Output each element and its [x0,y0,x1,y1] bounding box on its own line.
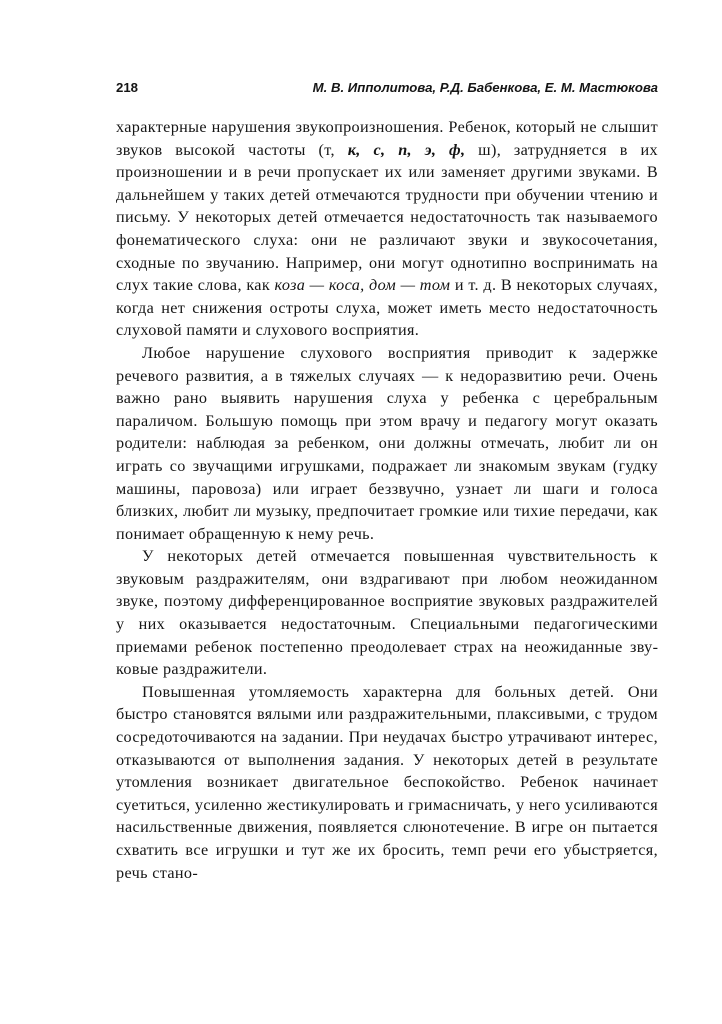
paragraph [116,681,658,884]
running-head: М. В. Ипполитова, Р.Д. Бабенкова, Е. М. Мастюкова [312,80,658,95]
emphasized-text: коза — коса, дом — том [274,276,451,295]
page-number: 218 [116,80,139,95]
emphasized-text: к, с, п, э, ф, [347,140,466,159]
body-text [116,116,658,884]
text-run: Повышенная утомляемость характерна для больных детей. Они быстро становятся вялыми или раздражительными, плаксивыми, с трудом сосредоточиваются на задании. При неудачах быстро утрачивают интерес, отказываются от выполнения задания. У некоторых детей в результате утомления возникает двигательное беспокойство. Ребенок начинает суетиться, усиленно жестикулировать и гримасничать, у него усиливаются насильственные движения, появляется слюнотечение. В игре он пытается схватить все игрушки и тут же их бросить, темп речи его убыстряется, речь стано- [116,682,658,882]
paragraph [116,545,658,681]
paragraph [116,116,658,342]
page-header [116,80,658,104]
text-run: и т. д. В некоторых случаях, когда нет снижения остроты слуха, может иметь место недостаточность слуховой памяти и слухового восприятия. [116,276,658,340]
text-run: Любое нарушение слухового восприятия приводит к задержке речевого развития, а в тяжелых случаях — к недоразвитию речи. Очень важно рано выявить нарушения слуха у ребенка с церебральным параличом. Большую помощь при этом врачу и педагогу могут оказать родители: наблюдая за ребенком, они должны отмечать, любит ли он играть со звучащими игрушками, подражает ли знакомым звукам (гудку машины, паровоза) или играет беззвучно, узнает ли шаги и голоса близких, любит ли музыку, предпочитает громкие или тихие передачи, как понимает обращенную к нему речь. [116,343,658,543]
text-run: характерные нарушения звукопроизношения. Ребенок, который не слышит звуков высокой частоты (т, [116,118,658,159]
text-run: ш), затрудняется в их произношении и в речи пропускает их или заменяет другими звуками. В дальнейшем у таких детей отмечаются трудности при обучении чтению и письму. У некоторых детей отмечается недостаточность так называемого фонематического слуха: они не различают звуки и звукосочетания, сходные по звучанию. Например, они могут однотипно воспринимать на слух такие слова, как [116,140,658,295]
text-run: У некоторых детей отмечается повышенная чувствительность к звуковым раздражителям, они вздрагивают при любом неожиданном звуке, поэтому дифференцированное восприятие звуковых раздражителей у них оказывается недостаточным. Специальными педагогическими приемами ребенок постепенно преодолевает страх на неожиданные звуковые раздражители. [116,547,658,679]
paragraph [116,342,658,545]
